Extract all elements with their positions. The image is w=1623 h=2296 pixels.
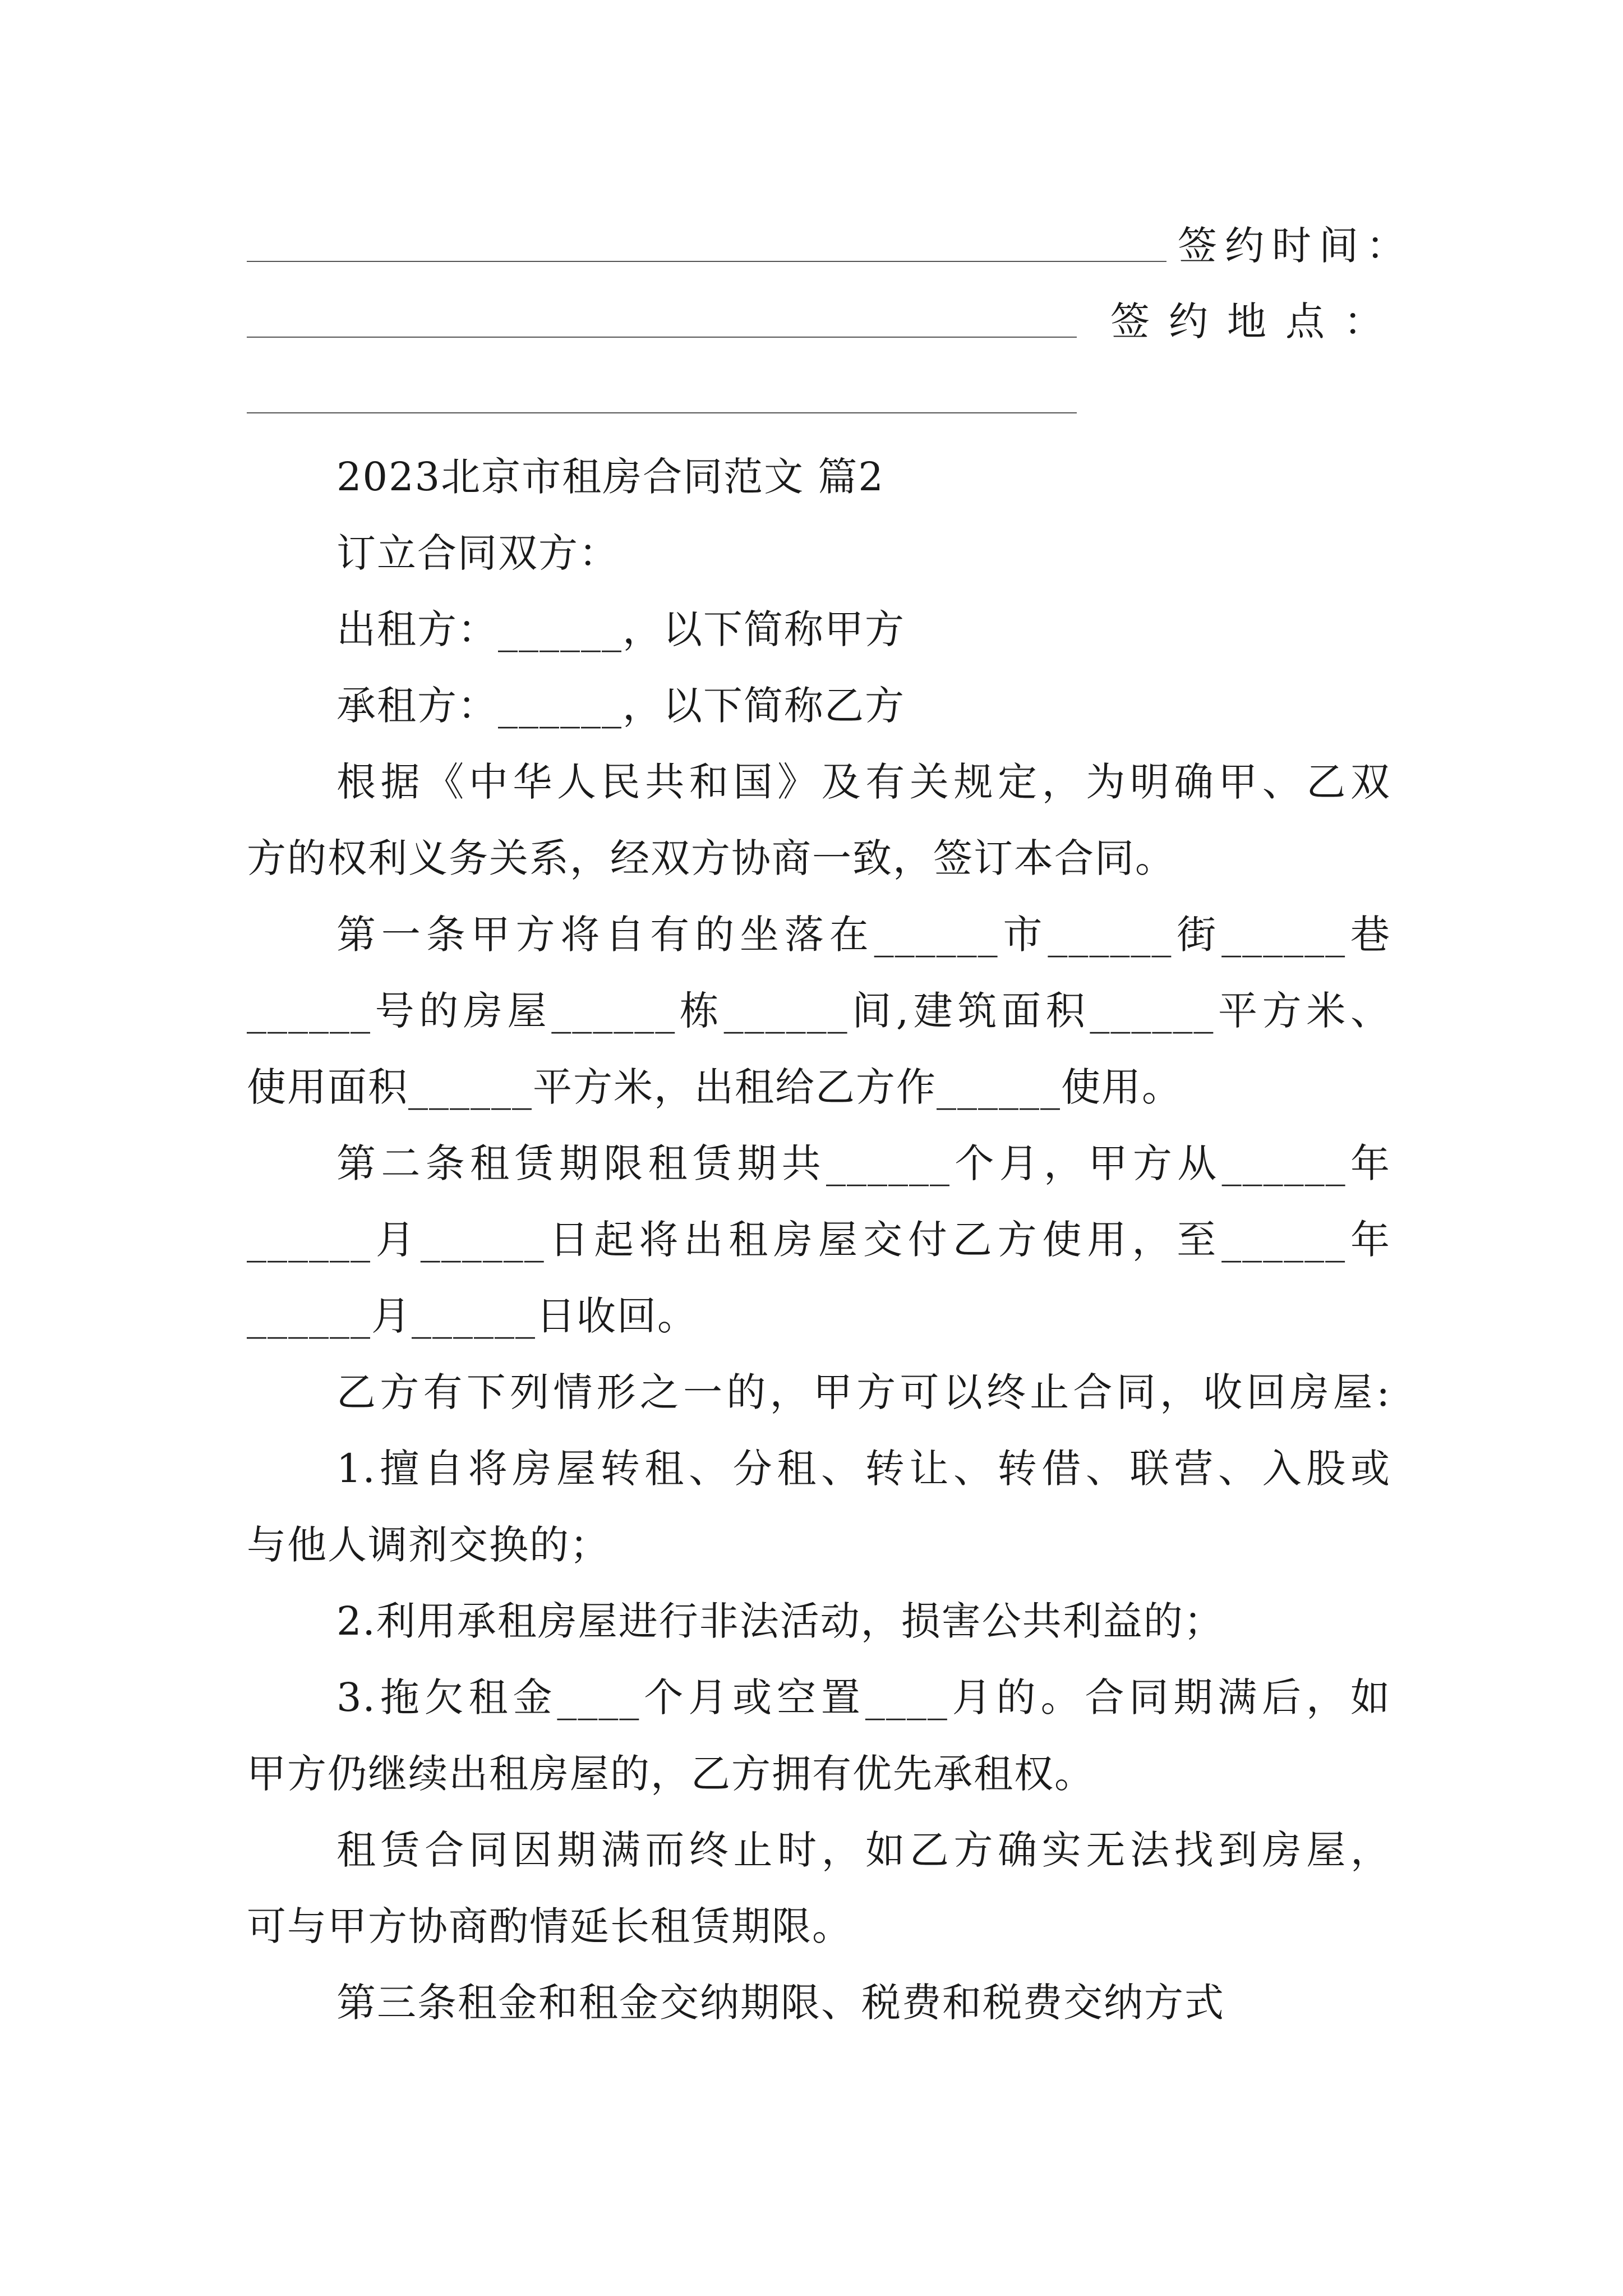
- signing-place-underline: [247, 337, 1077, 338]
- paragraph-line: 2.利用承租房屋进行非法活动，损害公共利益的；: [336, 1598, 1224, 1644]
- paragraph-line: 1.擅自将房屋转租、分租、转让、转借、联营、入股或: [336, 1446, 1391, 1492]
- paragraph-line: 与他人调剂交换的；: [247, 1522, 610, 1568]
- paragraph-line: 根据《中华人民共和国》及有关规定，为明确甲、乙双: [336, 759, 1391, 805]
- paragraph-line: ______月______日起将出租房屋交付乙方使用，至______年: [247, 1217, 1391, 1263]
- paragraph-line: 出租方：______，以下简称甲方: [336, 606, 905, 652]
- paragraph-line: 甲方仍继续出租房屋的，乙方拥有优先承租权。: [247, 1751, 1095, 1797]
- paragraph-line: ______号的房屋______栋______间,建筑面积______平方米、: [247, 988, 1391, 1034]
- signing-time-underline: [247, 261, 1166, 262]
- paragraph-line: 第三条租金和租金交纳期限、税费和税费交纳方式: [336, 1980, 1225, 2026]
- paragraph-line: 第一条甲方将自有的坐落在______市______街______巷: [336, 912, 1391, 958]
- paragraph-line: 承租方：______，以下简称乙方: [336, 683, 905, 729]
- paragraph-line: 乙方有下列情形之一的，甲方可以终止合同，收回房屋:: [336, 1369, 1391, 1415]
- paragraph-line: 使用面积______平方米，出租给乙方作______使用。: [247, 1064, 1182, 1110]
- paragraph-line: 第二条租赁期限租赁期共______个月，甲方从______年: [336, 1140, 1391, 1186]
- paragraph-line: 方的权利义务关系，经双方协商一致，签订本合同。: [247, 835, 1175, 881]
- signing-time-label: 签约时间：: [1178, 223, 1413, 269]
- signing-blank-underline: [247, 412, 1077, 413]
- document-title: 2023北京市租房合同范文 篇2: [336, 454, 884, 500]
- paragraph-line: 订立合同双方：: [336, 530, 619, 576]
- signing-place-label: 签约地点：: [1110, 298, 1402, 344]
- paragraph-line: 可与甲方协商酌情延长租赁期限。: [247, 1903, 852, 1949]
- paragraph-line: ______月______日收回。: [247, 1293, 698, 1339]
- paragraph-line: 租赁合同因期满而终止时，如乙方确实无法找到房屋，: [336, 1827, 1391, 1873]
- paragraph-line: 3.拖欠租金____个月或空置____月的。合同期满后，如: [336, 1674, 1391, 1720]
